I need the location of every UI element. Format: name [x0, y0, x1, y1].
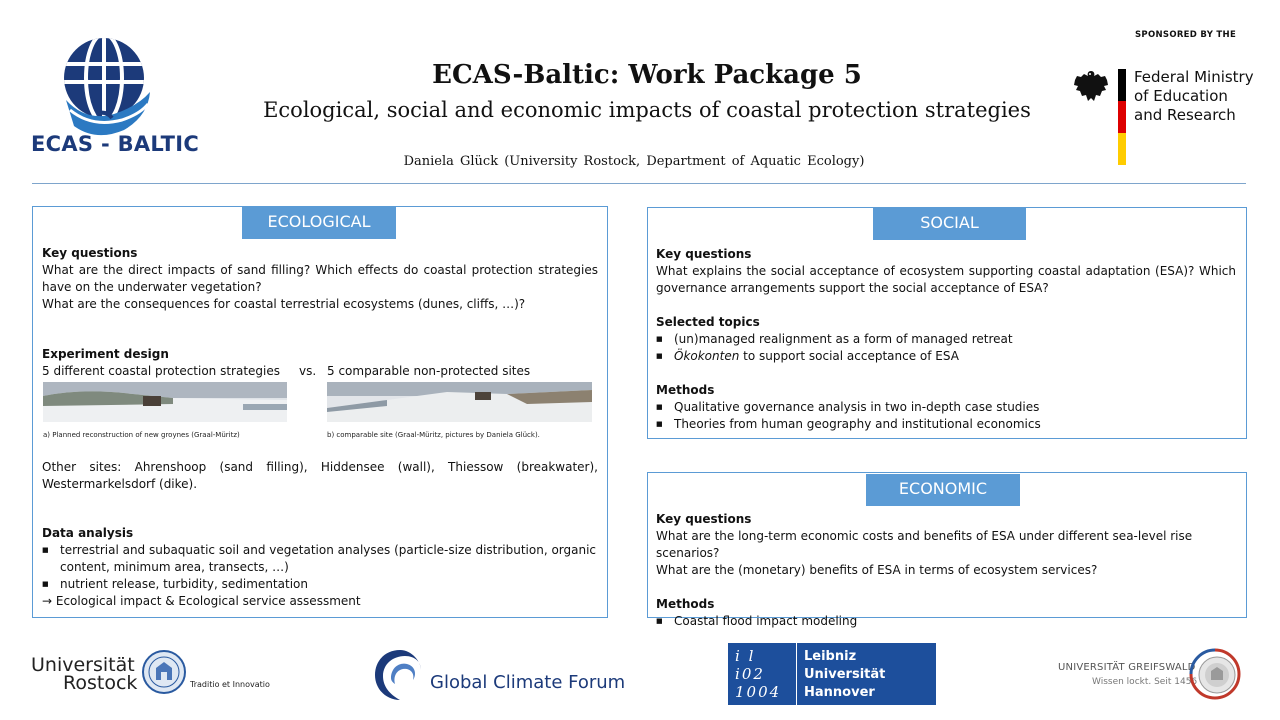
economic-tag: ECONOMIC — [866, 474, 1020, 506]
luh-glyph: i — [735, 647, 742, 665]
greifswald-motto: Wissen lockt. Seit 1456 — [1092, 677, 1198, 687]
federal-eagle-icon — [1072, 68, 1110, 104]
luh-glyph: i — [735, 665, 742, 683]
ministry-line-1: Federal Ministry — [1134, 68, 1254, 86]
global-climate-forum-icon — [371, 646, 429, 704]
economic-key-question-1: What are the long-term economic costs and benefits of ESA under different sea-level rise scenarios? — [656, 529, 1193, 560]
ministry-line-2: of Education — [1134, 87, 1228, 105]
ecological-tag: ECOLOGICAL — [242, 207, 396, 239]
rostock-line-2: Rostock — [63, 672, 138, 694]
social-content — [656, 246, 1236, 433]
economic-methods-heading: Methods — [656, 597, 715, 611]
luh-glyph: l — [748, 647, 756, 665]
header-divider — [32, 183, 1246, 184]
greifswald-name: UNIVERSITÄT GREIFSWALD — [1058, 662, 1196, 673]
experiment-right-label: 5 comparable non-protected sites — [327, 364, 531, 378]
data-analysis-bullet-2: ■ nutrient release, turbidity, sedimentation — [42, 576, 598, 593]
greifswald-seal-icon — [1189, 648, 1241, 700]
ecological-key-question-2: What are the consequences for coastal terrestrial ecosystems (dunes, cliffs, …)? — [42, 297, 526, 311]
global-climate-forum-name: Global Climate Forum — [430, 672, 626, 693]
social-topic-1: ■ (un)managed realignment as a form of managed retreat — [656, 331, 1236, 348]
luh-name — [804, 648, 885, 702]
social-methods-heading: Methods — [656, 383, 715, 397]
experiment-design-heading: Experiment design — [42, 347, 169, 361]
ecological-key-questions — [42, 245, 598, 313]
luh-line-1: Leibniz — [804, 649, 857, 664]
photo-groynes-graal-mueritz — [43, 382, 287, 422]
social-topics-heading: Selected topics — [656, 315, 760, 329]
social-topic-2-italic: Ökokonten — [674, 349, 740, 363]
economic-method-1: ■ Coastal flood impact modeling — [656, 613, 1236, 630]
luh-glyph-grid — [735, 647, 797, 701]
luh-glyph: 1 — [735, 683, 747, 701]
luh-line-3: Hannover — [804, 685, 875, 700]
ministry-name — [1134, 68, 1254, 125]
luh-glyph: 0 — [746, 683, 759, 701]
luh-divider — [796, 643, 797, 705]
luh-line-2: Universität — [804, 667, 886, 682]
social-tag: SOCIAL — [873, 208, 1026, 240]
photo-comparable-site — [327, 382, 592, 422]
university-rostock-logo-text — [31, 656, 137, 692]
ministry-line-3: and Research — [1134, 106, 1236, 124]
social-method-2: ■ Theories from human geography and institutional economics — [656, 416, 1236, 433]
data-analysis — [42, 525, 598, 610]
luh-glyph: 0 — [741, 665, 754, 683]
social-topic-2 — [656, 348, 1236, 365]
data-analysis-heading: Data analysis — [42, 526, 134, 540]
social-topic-2-rest: to support social acceptance of ESA — [739, 349, 959, 363]
social-key-questions-heading: Key questions — [656, 247, 752, 261]
economic-content — [656, 511, 1236, 630]
rostock-motto: Traditio et Innovatio — [190, 680, 270, 689]
ecological-key-questions-heading: Key questions — [42, 246, 138, 260]
economic-key-question-2: What are the (monetary) benefits of ESA in terms of ecosystem services? — [656, 563, 1098, 577]
author-line: Daniela Glück (University Rostock, Department of Aquatic Ecology) — [403, 154, 865, 169]
ecological-key-question-1: What are the direct impacts of sand filling? Which effects do coastal protection strategies have on the underwater vegetation? — [42, 263, 598, 294]
social-method-1: ■ Qualitative governance analysis in two in-depth case studies — [656, 399, 1236, 416]
german-flag-stripe-icon — [1118, 69, 1126, 165]
experiment-design — [42, 346, 598, 363]
luh-glyph: 2 — [753, 665, 765, 683]
luh-glyph: 4 — [769, 683, 782, 701]
sponsor-label: SPONSORED BY THE — [1135, 30, 1237, 40]
luh-glyph: 0 — [758, 683, 770, 701]
rostock-seal-icon — [142, 650, 186, 694]
rostock-line-1: Universität — [31, 654, 135, 676]
caption-a: a) Planned reconstruction of new groynes (Graal-Müritz) — [43, 431, 240, 439]
poster-title: ECAS-Baltic: Work Package 5 — [432, 60, 862, 90]
caption-b: b) comparable site (Graal-Müritz, pictures by Daniela Glück). — [327, 431, 540, 439]
social-key-question: What explains the social acceptance of ecosystem supporting coastal adaptation (ESA)? Which governance arrangements support the social acceptance of ESA? — [656, 264, 1236, 295]
other-sites: Other sites: Ahrenshoop (sand filling), Hiddensee (wall), Thiessow (breakwater), Westermarkelsdorf (dike). — [42, 460, 598, 491]
poster-subtitle: Ecological, social and economic impacts of coastal protection strategies — [263, 98, 1031, 122]
experiment-left-label: 5 different coastal protection strategies — [42, 364, 281, 378]
data-analysis-bullet-1: ■ terrestrial and subaquatic soil and vegetation analyses (particle-size distribution, organic content, minimum area, transects, …) — [42, 542, 598, 576]
ecological-conclusion: → Ecological impact & Ecological service assessment — [42, 594, 361, 608]
economic-key-questions-heading: Key questions — [656, 512, 752, 526]
ecas-baltic-logo-text: ECAS - BALTIC — [31, 132, 200, 156]
experiment-vs-label: vs. — [299, 364, 317, 378]
